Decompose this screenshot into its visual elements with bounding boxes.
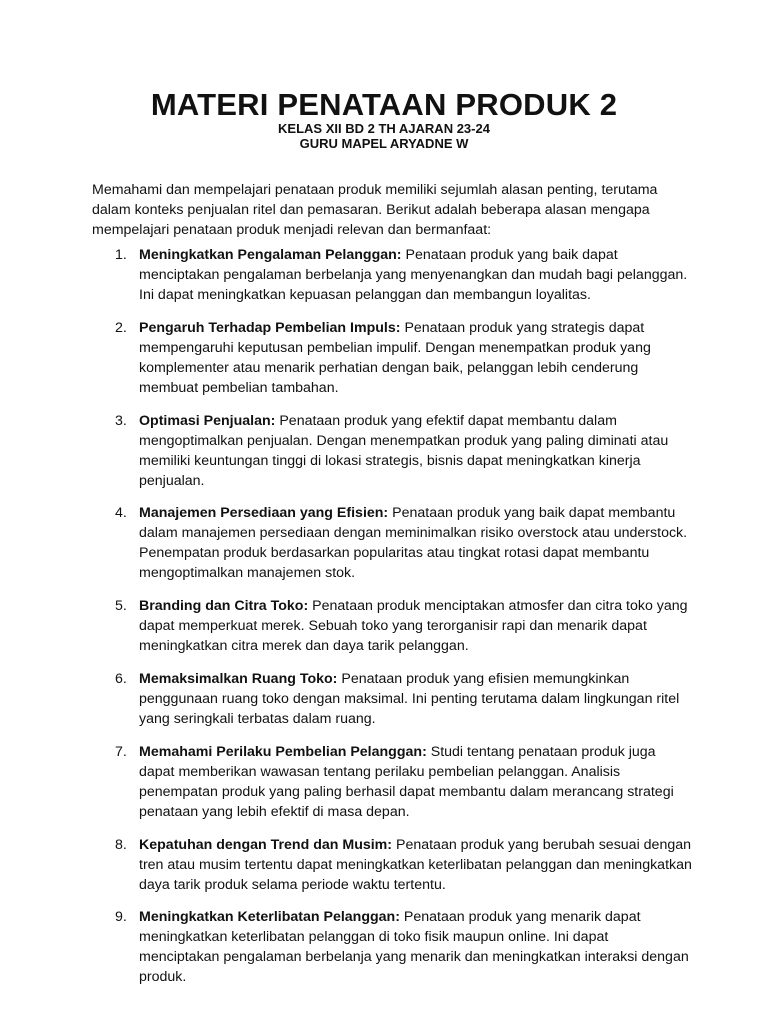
list-item <box>92 245 692 305</box>
list-item <box>92 835 692 895</box>
class-subtitle: KELAS XII BD 2 TH AJARAN 23-24 <box>278 121 490 136</box>
list-item-number: 5. <box>115 598 127 615</box>
list-item-number: 8. <box>115 836 127 853</box>
list-item-title: Branding dan Citra Toko: <box>139 598 309 615</box>
list-item-number: 1. <box>115 247 127 263</box>
page-title: MATERI PENATAAN PRODUK 2 <box>150 87 618 122</box>
list-item-text: Penataan produk yang baik dapat membantu dalam manajemen persediaan dengan meminimalkan risiko overstock atau understock. Penempatan produk berdasarkan popularitas atau tingkat rotasi dapat membantu mengoptimalkan manajemen stok. <box>139 505 688 582</box>
list-item-title: Pengaruh Terhadap Pembelian Impuls: <box>139 319 401 336</box>
list-item-text: Penataan produk yang baik dapat menciptakan pengalaman berbelanja yang menyenangkan dan mudah bagi pelanggan. Ini dapat meningkatkan kepuasan pelanggan dan membangun loyalitas. <box>139 247 688 303</box>
list-item-text: Penataan produk yang menarik dapat meningkatkan keterlibatan pelanggan di toko fisik maupun online. Ini dapat menciptakan pengalaman berbelanja yang menarik dan meningkatkan interaksi dengan produk. <box>139 909 689 986</box>
list-item-title: Kepatuhan dengan Trend dan Musim: <box>139 836 393 853</box>
list-item <box>92 669 692 729</box>
list-item-title: Memahami Perilaku Pembelian Pelanggan: <box>139 743 427 760</box>
list-item <box>92 742 692 822</box>
list-item-text: Penataan produk yang efektif dapat membantu dalam mengoptimalkan penjualan. Dengan menempatkan produk yang paling diminati atau memiliki keuntungan tinggi di lokasi strategis, bisnis dapat meningkatkan kinerja penjualan. <box>139 412 669 489</box>
list-item <box>92 318 692 398</box>
list-item <box>92 503 692 583</box>
list-item-text: Penataan produk yang berubah sesuai dengan tren atau musim tertentu dapat meningkatkan keterlibatan pelanggan dan meningkatkan daya tarik produk selama periode waktu tertentu. <box>139 836 692 893</box>
list-item-title: Meningkatkan Pengalaman Pelanggan: <box>139 247 402 263</box>
list-item-title: Optimasi Penjualan: <box>139 412 276 429</box>
list-item-number: 3. <box>115 412 127 429</box>
reasons-list <box>92 245 692 1000</box>
list-item-number: 6. <box>115 670 127 687</box>
list-item-title: Memaksimalkan Ruang Toko: <box>139 670 338 687</box>
list-item-number: 7. <box>115 743 127 760</box>
list-item-number: 9. <box>115 909 127 926</box>
teacher-subtitle: GURU MAPEL ARYADNE W <box>299 136 469 151</box>
list-item-title: Meningkatkan Keterlibatan Pelanggan: <box>139 909 400 926</box>
list-item-number: 2. <box>115 319 127 336</box>
list-item <box>92 907 692 987</box>
list-item-text: Penataan produk yang efisien memungkinkan penggunaan ruang toko dengan maksimal. Ini penting terutama dalam lingkungan ritel yang seringkali terbatas dalam ruang. <box>139 670 680 727</box>
list-item-text: Studi tentang penataan produk juga dapat memberikan wawasan tentang perilaku pembelian pelanggan. Analisis penempatan produk yang paling berhasil dapat membantu dalam merancang strategi penataan yang lebih efektif di masa depan. <box>139 743 674 820</box>
list-item-text: Penataan produk yang strategis dapat mempengaruhi keputusan pembelian impulif. Dengan menempatkan produk yang komplementer atau menarik perhatian dengan baik, pelanggan lebih cenderung membuat pembelian tambahan. <box>139 319 651 396</box>
list-item <box>92 411 692 491</box>
list-item-number: 4. <box>115 505 127 522</box>
intro-paragraph: Memahami dan mempelajari penataan produk memiliki sejumlah alasan penting, terutama dalam konteks penjualan ritel dan pemasaran. Berikut adalah beberapa alasan mengapa mempelajari penataan produk menjadi relevan dan bermanfaat: <box>92 182 658 238</box>
list-item-text: Penataan produk menciptakan atmosfer dan citra toko yang dapat memperkuat merek. Sebuah toko yang terorganisir rapi dan menarik dapat meningkatkan citra merek dan daya tarik pelanggan. <box>139 598 688 655</box>
list-item <box>92 596 692 656</box>
list-item-title: Manajemen Persediaan yang Efisien: <box>139 505 389 522</box>
